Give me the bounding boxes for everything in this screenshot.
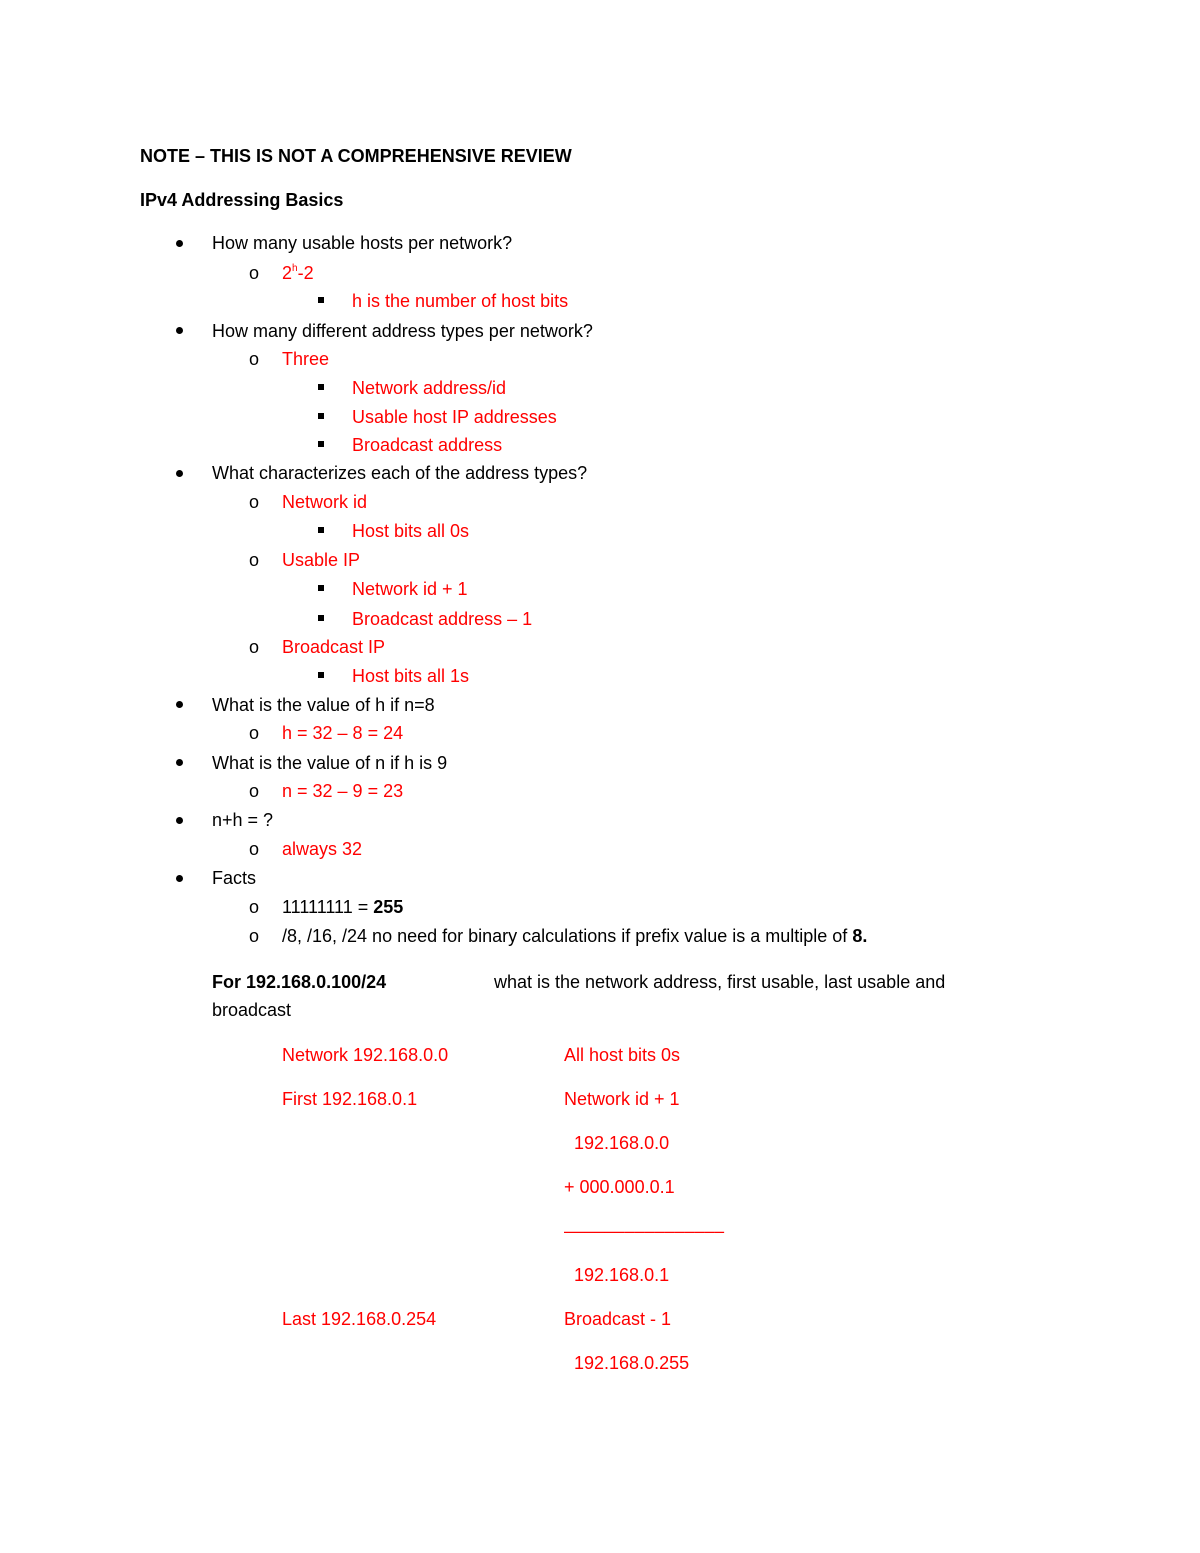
bullet-o: o	[249, 637, 260, 657]
bullet-o: o	[249, 550, 260, 570]
bullet-square	[318, 585, 324, 591]
question-address-types: How many different address types per network?	[212, 321, 593, 341]
char-usable-ip: Usable IP	[282, 550, 361, 570]
bullet-dot	[176, 817, 183, 824]
bullet-square	[318, 527, 324, 533]
bullet-dot	[176, 327, 183, 334]
bullet-square	[318, 441, 324, 447]
char-usable-ip-detail-1: Network id + 1	[352, 579, 468, 599]
example-question-cont: broadcast	[212, 1000, 292, 1020]
bullet-o: o	[249, 926, 260, 946]
question-n-value: What is the value of n if h is 9	[212, 753, 448, 773]
bullet-square	[318, 672, 324, 678]
char-network-id: Network id	[282, 492, 368, 512]
bullet-o: o	[249, 492, 260, 512]
answer-usable-hosts: 2$^h$-2	[282, 263, 314, 283]
bullet-square	[318, 413, 324, 419]
question-characterizes: What characterizes each of the address types?	[212, 463, 588, 483]
example-prefix: For 192.168.0.100/24	[212, 972, 387, 992]
bullet-square	[318, 615, 324, 621]
bullet-square	[318, 384, 324, 390]
section-title: IPv4 Addressing Basics	[140, 190, 344, 210]
bullet-o: o	[249, 263, 260, 283]
type-usable-host: Usable host IP addresses	[352, 407, 557, 427]
answer-three: Three	[282, 349, 330, 369]
example-last: Last 192.168.0.254	[282, 1309, 437, 1329]
type-network-address: Network address/id	[352, 378, 507, 398]
bullet-o: o	[249, 781, 260, 801]
note-heading: NOTE – THIS IS NOT A COMPREHENSIVE REVIEW	[140, 146, 572, 166]
fact-prefix: /8, /16, /24 no need for binary calculations if prefix value is a multiple of 8.	[282, 926, 868, 946]
example-first-note: Network id + 1	[564, 1089, 680, 1109]
bullet-dot	[176, 240, 183, 247]
char-usable-ip-detail-2: Broadcast address – 1	[352, 609, 533, 629]
example-network-note: All host bits 0s	[564, 1045, 681, 1065]
calc-broadcast: 192.168.0.255	[574, 1353, 690, 1373]
question-h-value: What is the value of h if n=8	[212, 695, 435, 715]
example-question: what is the network address, first usable, last usable and	[494, 972, 946, 992]
answer-h-value: h = 32 – 8 = 24	[282, 723, 404, 743]
bullet-square	[318, 297, 324, 303]
type-broadcast: Broadcast address	[352, 435, 503, 455]
facts-label: Facts	[212, 868, 257, 888]
calc-result: 192.168.0.1	[574, 1265, 670, 1285]
bullet-o: o	[249, 839, 260, 859]
char-network-id-detail: Host bits all 0s	[352, 521, 470, 541]
answer-always-32: always 32	[282, 839, 363, 859]
bullet-dot	[176, 875, 183, 882]
char-broadcast-ip-detail: Host bits all 1s	[352, 666, 470, 686]
calc-network: 192.168.0.0	[574, 1133, 670, 1153]
example-last-note: Broadcast - 1	[564, 1309, 672, 1329]
bullet-o: o	[249, 723, 260, 743]
bullet-dot	[176, 470, 183, 477]
answer-n-value: n = 32 – 9 = 23	[282, 781, 404, 801]
calc-rule: ––––––––––––––––	[564, 1221, 725, 1241]
char-broadcast-ip: Broadcast IP	[282, 637, 386, 657]
bullet-dot	[176, 701, 183, 708]
bullet-o: o	[249, 897, 260, 917]
fact-255: 11111111 = 255	[282, 897, 404, 917]
answer-host-bits-detail: h is the number of host bits	[352, 291, 569, 311]
bullet-dot	[176, 759, 183, 766]
calc-add-one: + 000.000.0.1	[564, 1177, 675, 1197]
question-usable-hosts: How many usable hosts per network?	[212, 233, 513, 253]
example-network: Network 192.168.0.0	[282, 1045, 449, 1065]
example-first: First 192.168.0.1	[282, 1089, 418, 1109]
bullet-o: o	[249, 349, 260, 369]
question-n-plus-h: n+h = ?	[212, 810, 274, 830]
